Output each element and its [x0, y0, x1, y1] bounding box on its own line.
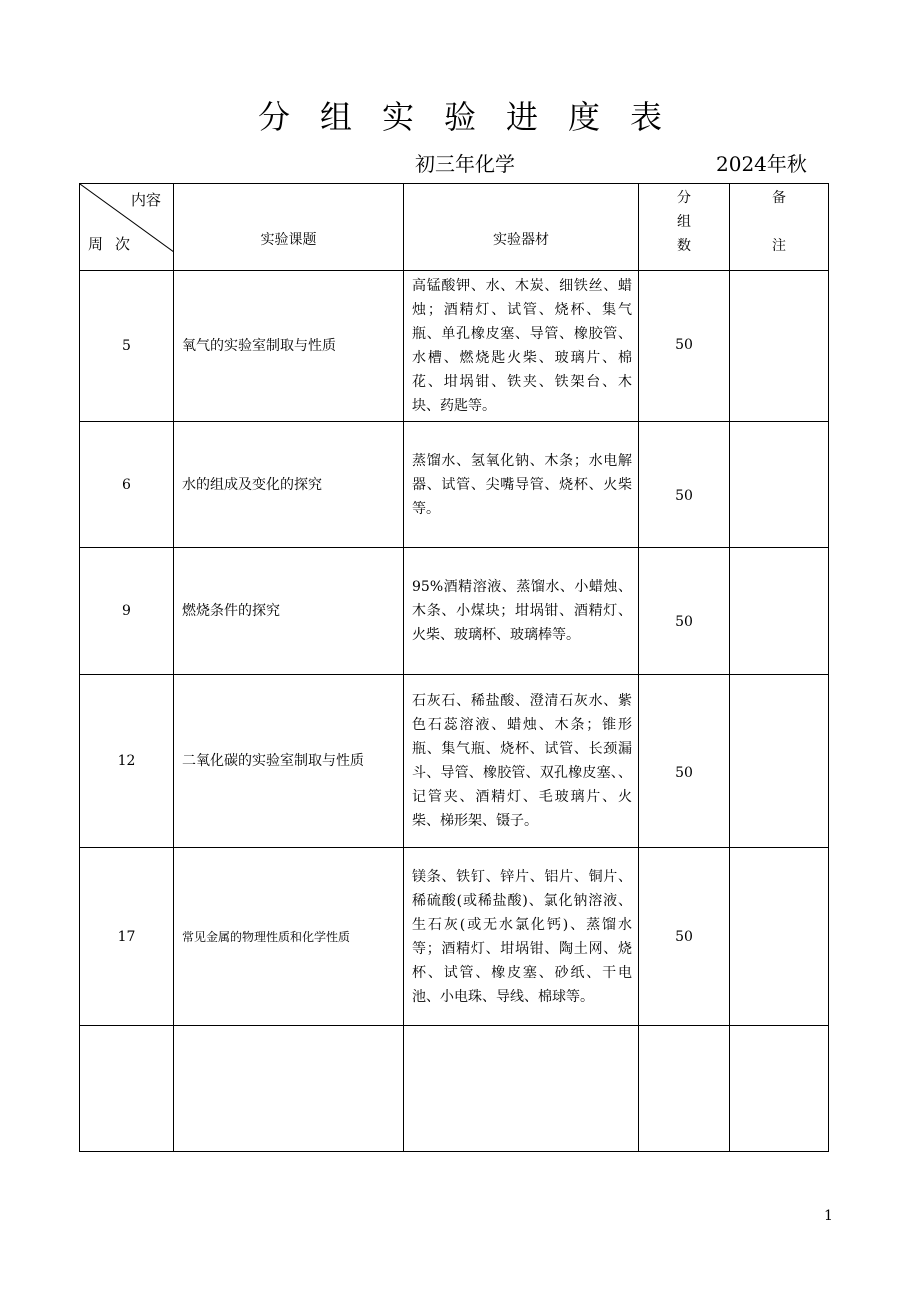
- topic-cell: 燃烧条件的探究: [174, 548, 404, 675]
- header-note: [730, 184, 829, 271]
- corner-week-label: 周次: [88, 235, 143, 253]
- groups-cell: 50: [639, 675, 730, 848]
- table-row: [80, 271, 829, 422]
- note-cell: [730, 548, 829, 675]
- header-note-char: 备: [772, 190, 786, 206]
- header-topic: 实验课题: [174, 184, 404, 271]
- topic-cell: 二氧化碳的实验室制取与性质: [174, 675, 404, 848]
- week-cell: 9: [80, 548, 174, 675]
- header-row: [80, 184, 829, 271]
- groups-cell: 50: [639, 422, 730, 548]
- table-row: [80, 1026, 829, 1152]
- header-note-char: 注: [772, 238, 786, 254]
- corner-content-label: 内容: [130, 191, 161, 209]
- topic-cell: [174, 1026, 404, 1152]
- week-cell: [80, 1026, 174, 1152]
- header-groups-char: 数: [677, 238, 691, 254]
- header-materials: 实验器材: [404, 184, 639, 271]
- materials-cell: 蒸馏水、氢氧化钠、木条；水电解器、试管、尖嘴导管、烧杯、火柴等。: [404, 422, 639, 548]
- note-cell: [730, 1026, 829, 1152]
- materials-cell: 石灰石、稀盐酸、澄清石灰水、紫色石蕊溶液、蜡烛、木条；锥形瓶、集气瓶、烧杯、试管、长颈漏斗、导管、橡胶管、双孔橡皮塞、、记管夹、酒精灯、毛玻璃片、火柴、梯形架、镊子。: [404, 675, 639, 848]
- groups-cell: 50: [639, 548, 730, 675]
- week-cell: 5: [80, 271, 174, 422]
- topic-cell: 氧气的实验室制取与性质: [174, 271, 404, 422]
- note-cell: [730, 422, 829, 548]
- subject-grade: 初三年化学: [415, 152, 515, 176]
- table-row: [80, 848, 829, 1026]
- note-cell: [730, 271, 829, 422]
- table-row: [80, 422, 829, 548]
- table-row: [80, 548, 829, 675]
- week-cell: 12: [80, 675, 174, 848]
- week-cell: 17: [80, 848, 174, 1026]
- note-cell: [730, 848, 829, 1026]
- topic-cell: 常见金属的物理性质和化学性质: [174, 848, 404, 1026]
- page-number: 1: [824, 1208, 833, 1224]
- term-label: 2024年秋: [716, 152, 807, 176]
- groups-cell: 50: [639, 271, 730, 422]
- schedule-table: [79, 183, 829, 1152]
- materials-cell: [404, 1026, 639, 1152]
- groups-cell: 50: [639, 848, 730, 1026]
- table-row: [80, 675, 829, 848]
- header-groups-char: 分: [677, 190, 691, 206]
- topic-cell: 水的组成及变化的探究: [174, 422, 404, 548]
- page-title: 分组实验进度表: [257, 98, 692, 136]
- materials-cell: 镁条、铁钉、锌片、铝片、铜片、稀硫酸(或稀盐酸)、氯化钠溶液、生石灰(或无水氯化钙)、蒸馏水等；酒精灯、坩埚钳、陶土网、烧杯、试管、橡皮塞、砂纸、干电池、小电珠、导线、棉球等。: [404, 848, 639, 1026]
- corner-header-cell: [80, 184, 174, 271]
- groups-cell: [639, 1026, 730, 1152]
- note-cell: [730, 675, 829, 848]
- week-cell: 6: [80, 422, 174, 548]
- header-groups-char: 组: [677, 214, 691, 230]
- materials-cell: 高锰酸钾、水、木炭、细铁丝、蜡烛；酒精灯、试管、烧杯、集气瓶、单孔橡皮塞、导管、橡胶管、水槽、燃烧匙火柴、玻璃片、棉花、坩埚钳、铁夹、铁架台、木块、药匙等。: [404, 271, 639, 422]
- header-groups: [639, 184, 730, 271]
- materials-cell: 95%酒精溶液、蒸馏水、小蜡烛、木条、小煤块；坩埚钳、酒精灯、火柴、玻璃杯、玻璃棒等。: [404, 548, 639, 675]
